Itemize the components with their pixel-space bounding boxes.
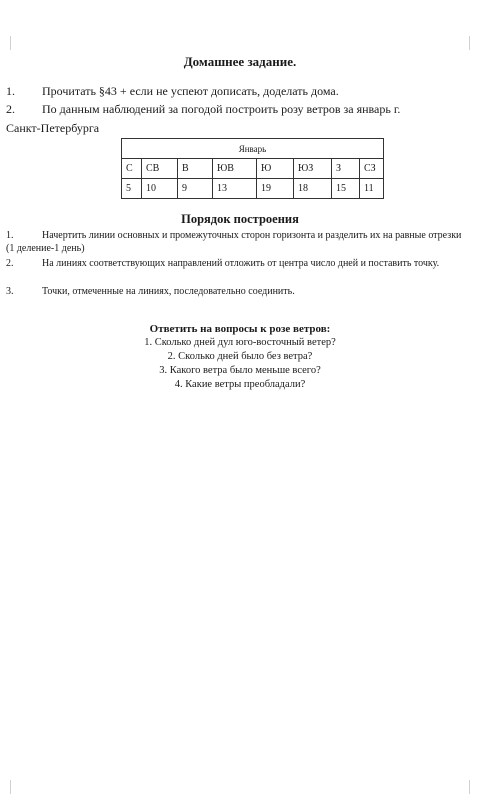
- page-corner-mark: [4, 780, 11, 794]
- direction-cell: ЮВ: [213, 159, 257, 179]
- table-header-row: [122, 139, 384, 159]
- days-cell: 9: [178, 179, 213, 199]
- days-cell: 5: [122, 179, 142, 199]
- direction-cell: В: [178, 159, 213, 179]
- task-item: [6, 102, 400, 117]
- days-cell: 19: [257, 179, 294, 199]
- direction-cell: З: [332, 159, 360, 179]
- task-item: [6, 84, 339, 99]
- step-item: [6, 229, 472, 255]
- page-corner-mark: [4, 36, 11, 50]
- wind-table: [121, 138, 384, 199]
- direction-cell: Ю: [257, 159, 294, 179]
- questions-title: Ответить на вопросы к розе ветров:: [149, 323, 331, 335]
- question-item: 1. Сколько дней дул юго-восточный ветер?: [144, 337, 336, 348]
- step-number: 2.: [6, 258, 14, 269]
- step-number: 1.: [6, 230, 14, 241]
- direction-cell: ЮЗ: [294, 159, 332, 179]
- task-number: 1.: [6, 84, 15, 98]
- step-text: Точки, отмеченные на линиях, последовательно соединить.: [42, 286, 295, 297]
- page-title: Домашнее задание.: [183, 54, 297, 69]
- step-item: [6, 257, 472, 270]
- direction-cell: СВ: [142, 159, 178, 179]
- question-item: 2. Сколько дней было без ветра?: [167, 351, 313, 362]
- direction-cell: СЗ: [360, 159, 384, 179]
- page-corner-mark: [469, 36, 476, 50]
- days-cell: 13: [213, 179, 257, 199]
- directions-row: [122, 159, 384, 179]
- city-name: Санкт-Петербурга: [6, 121, 100, 135]
- question-item: 3. Какого ветра было меньше всего?: [159, 365, 321, 376]
- direction-cell: С: [122, 159, 142, 179]
- step-item: [6, 285, 472, 298]
- task-number: 2.: [6, 102, 15, 116]
- step-text: На линиях соответствующих направлений отложить от центра число дней и поставить точку.: [42, 258, 440, 269]
- month-header: Январь: [122, 139, 384, 159]
- days-cell: 10: [142, 179, 178, 199]
- task-text: Прочитать §43 + если не успеют дописать, доделать дома.: [42, 84, 339, 98]
- page-corner-mark: [469, 780, 476, 794]
- question-item: 4. Какие ветры преобладали?: [174, 379, 306, 390]
- days-cell: 11: [360, 179, 384, 199]
- days-row: [122, 179, 384, 199]
- days-cell: 15: [332, 179, 360, 199]
- days-cell: 18: [294, 179, 332, 199]
- order-title: Порядок построения: [181, 212, 299, 226]
- task-text: По данным наблюдений за погодой построить розу ветров за январь г.: [42, 102, 401, 116]
- step-number: 3.: [6, 286, 14, 297]
- step-text: Начертить линии основных и промежуточных сторон горизонта и разделить их на равные отрезки (1 деление-1 день): [6, 230, 462, 254]
